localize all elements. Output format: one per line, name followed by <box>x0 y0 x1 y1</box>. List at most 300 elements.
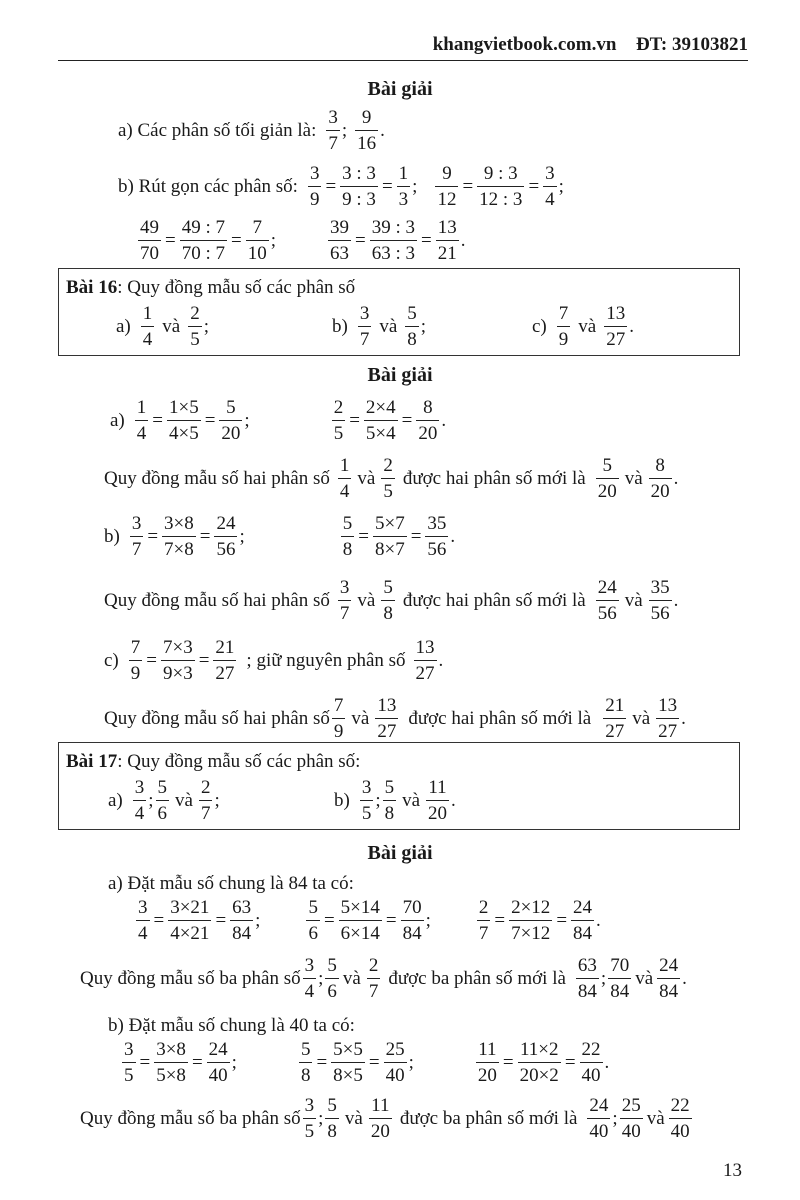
math-text: ; <box>425 910 431 931</box>
numerator: 11 <box>428 777 447 798</box>
math-text: = <box>564 1052 576 1073</box>
numerator: 7 <box>558 303 569 324</box>
numerator: 5 <box>157 777 168 798</box>
denominator: 5 <box>332 420 346 443</box>
fraction <box>381 456 395 501</box>
numerator: 13 <box>437 217 457 238</box>
math-text: b) <box>332 316 348 337</box>
numerator: 5 <box>602 455 612 476</box>
denominator: 7 <box>338 600 352 623</box>
s17b-sentence <box>80 1096 694 1141</box>
math-text: = <box>323 910 335 931</box>
denominator: 7×12 <box>509 920 552 943</box>
math-text: và <box>379 316 398 337</box>
denominator: 70 : 7 <box>180 240 227 263</box>
denominator: 27 <box>213 660 236 683</box>
solution-heading-2: Bài giải <box>367 364 433 386</box>
math-text: ; <box>558 176 564 197</box>
math-text: Quy đồng mẫu số ba phân số <box>80 968 301 989</box>
numerator: 24 <box>659 955 679 976</box>
fraction <box>199 778 213 823</box>
denominator: 27 <box>375 718 398 741</box>
denominator: 6 <box>306 920 320 943</box>
fraction <box>180 218 227 263</box>
fraction <box>219 398 242 443</box>
denominator: 27 <box>604 326 627 349</box>
denominator: 7 <box>477 920 491 943</box>
numerator: 1×5 <box>168 397 199 418</box>
fraction <box>370 218 417 263</box>
s17b-eq <box>120 1040 609 1085</box>
b15b-line <box>118 164 564 209</box>
solution-heading-1: Bài giải <box>367 78 433 100</box>
math-text: = <box>358 526 369 547</box>
fraction <box>649 456 672 501</box>
fraction <box>308 164 322 209</box>
denominator: 56 <box>596 600 619 623</box>
math-text: = <box>385 910 397 931</box>
numerator: 3 <box>328 107 338 128</box>
numerator: 24 <box>589 1095 609 1116</box>
s16a-eq <box>110 398 446 443</box>
numerator: 3 <box>134 777 145 798</box>
denominator: 7 <box>130 536 144 559</box>
numerator: 9 <box>442 163 452 184</box>
denominator: 56 <box>214 536 237 559</box>
page-header <box>433 34 748 56</box>
math-text: . <box>629 316 634 337</box>
math-text: ; <box>375 790 381 811</box>
denominator: 27 <box>414 660 437 683</box>
fraction <box>416 398 439 443</box>
denominator: 20 <box>649 478 672 501</box>
denominator: 56 <box>425 536 448 559</box>
numerator: 24 <box>216 513 236 534</box>
fraction <box>325 956 339 1001</box>
numerator: 7 <box>252 217 262 238</box>
numerator: 22 <box>581 1039 601 1060</box>
math-text: . <box>450 526 456 547</box>
numerator: 5×7 <box>374 513 405 534</box>
numerator: 1 <box>142 303 153 324</box>
denominator: 8 <box>383 800 397 823</box>
denominator: 7 <box>367 978 381 1001</box>
fraction <box>338 456 352 501</box>
denominator: 6 <box>156 800 170 823</box>
denominator: 9 <box>308 186 322 209</box>
math-text: = <box>368 1052 380 1073</box>
math-text: = <box>199 526 211 547</box>
numerator: 24 <box>208 1039 228 1060</box>
math-text: được ba phân số mới là <box>399 1108 578 1129</box>
numerator: 21 <box>215 637 235 658</box>
numerator: 8 <box>423 397 433 418</box>
numerator: 11 <box>478 1039 497 1060</box>
fraction <box>213 638 236 683</box>
fraction <box>576 956 599 1001</box>
s16a-sentence <box>104 456 678 501</box>
fraction <box>306 898 320 943</box>
numerator: 2 <box>190 303 200 324</box>
fraction <box>129 638 143 683</box>
math-text: được hai phân số mới là <box>402 468 586 489</box>
fraction <box>649 578 672 623</box>
denominator: 10 <box>246 240 269 263</box>
numerator: 2 <box>333 397 344 418</box>
fraction <box>360 778 374 823</box>
math-text: và <box>342 968 361 989</box>
math-text: và <box>624 468 643 489</box>
denominator: 40 <box>384 1062 407 1085</box>
denominator: 4 <box>135 420 149 443</box>
numerator: 2×12 <box>511 897 551 918</box>
fraction <box>364 398 398 443</box>
s17a-label: a) Đặt mẫu số chung là 84 ta có: <box>108 873 354 894</box>
math-text: = <box>231 230 242 251</box>
numerator: 13 <box>415 637 435 658</box>
math-text: . <box>460 230 466 251</box>
numerator: 7 <box>333 695 344 716</box>
numerator: 63 <box>577 955 597 976</box>
fraction <box>133 778 147 823</box>
math-text: Bài 17 <box>66 751 118 772</box>
fraction <box>384 1040 407 1085</box>
numerator: 5 <box>327 955 337 976</box>
numerator: 39 : 3 <box>371 217 415 238</box>
fraction <box>414 638 437 683</box>
math-text: . <box>596 910 601 931</box>
fraction <box>596 578 619 623</box>
denominator: 70 <box>138 240 161 263</box>
math-text: ; <box>244 410 250 431</box>
math-text: a) <box>110 410 125 431</box>
numerator: 9 <box>361 107 372 128</box>
denominator: 5 <box>360 800 374 823</box>
math-text: = <box>147 526 159 547</box>
numerator: 22 <box>670 1095 690 1116</box>
math-text: ; <box>239 526 245 547</box>
fraction <box>425 514 448 559</box>
bai16-title <box>66 278 355 297</box>
denominator: 7 <box>326 130 340 153</box>
s17b-label: b) Đặt mẫu số chung là 40 ta có: <box>108 1015 355 1036</box>
denominator: 84 <box>230 920 253 943</box>
fraction <box>580 1040 603 1085</box>
math-text: ; <box>612 1108 618 1129</box>
math-text: . <box>441 410 447 431</box>
fraction <box>138 218 161 263</box>
fraction <box>571 898 594 943</box>
math-text: ; giữ nguyên phân số <box>246 650 406 671</box>
bai16-b <box>332 304 426 349</box>
header-rule <box>58 60 748 61</box>
math-text: = <box>153 910 165 931</box>
numerator: 9 : 3 <box>483 163 518 184</box>
math-text: và <box>646 1108 665 1129</box>
fraction <box>141 304 155 349</box>
math-text: ; <box>255 910 261 931</box>
fraction <box>167 398 201 443</box>
math-text: a) <box>108 790 123 811</box>
page-number: 13 <box>723 1160 742 1181</box>
denominator: 84 <box>571 920 594 943</box>
denominator: 5 <box>122 1062 136 1085</box>
numerator: 21 <box>605 695 625 716</box>
denominator: 6 <box>325 978 339 1001</box>
fraction <box>214 514 237 559</box>
denominator: 84 <box>576 978 599 1001</box>
math-text: và <box>632 708 651 729</box>
denominator: 12 <box>435 186 458 209</box>
math-text: và <box>402 790 421 811</box>
denominator: 27 <box>656 718 679 741</box>
numerator: 5 <box>383 577 393 598</box>
fraction <box>373 514 407 559</box>
fraction <box>518 1040 561 1085</box>
denominator: 20 <box>426 800 449 823</box>
numerator: 49 : 7 <box>181 217 225 238</box>
bai16-c <box>532 304 634 349</box>
math-text: = <box>556 910 568 931</box>
numerator: 3 <box>138 897 148 918</box>
denominator: 5 <box>381 478 395 501</box>
math-text: = <box>494 910 506 931</box>
fraction <box>509 898 552 943</box>
math-text: = <box>139 1052 151 1073</box>
fraction <box>436 218 459 263</box>
numerator: 25 <box>621 1095 641 1116</box>
numerator: 49 <box>140 217 159 238</box>
denominator: 21 <box>436 240 459 263</box>
numerator: 5 <box>308 897 318 918</box>
fraction <box>207 1040 230 1085</box>
math-text: : Quy đồng mẫu số các phân số <box>117 277 356 298</box>
math-text: ; <box>231 1052 237 1073</box>
math-text: và <box>175 790 193 811</box>
numerator: 2×4 <box>365 397 396 418</box>
math-text: = <box>165 230 176 251</box>
fraction <box>604 304 627 349</box>
numerator: 3 <box>545 163 555 184</box>
s16c-sentence <box>104 696 686 741</box>
numerator: 3×21 <box>170 897 210 918</box>
numerator: 5×14 <box>340 897 380 918</box>
denominator: 9 : 3 <box>340 186 378 209</box>
math-text: = <box>152 410 163 431</box>
denominator: 7 <box>199 800 213 823</box>
numerator: 2 <box>383 455 393 476</box>
denominator: 8 <box>405 326 419 349</box>
numerator: 35 <box>650 577 670 598</box>
math-text: = <box>401 410 413 431</box>
solution-heading-3: Bài giải <box>367 842 433 864</box>
math-text: b) <box>104 526 120 547</box>
math-text: . <box>681 708 686 729</box>
math-text: Quy đồng mẫu số ba phân số <box>80 1108 301 1129</box>
denominator: 40 <box>207 1062 230 1085</box>
fraction <box>168 898 211 943</box>
numerator: 24 <box>573 897 593 918</box>
numerator: 3 : 3 <box>342 163 376 184</box>
denominator: 20 <box>596 478 619 501</box>
math-text: = <box>462 176 474 197</box>
denominator: 84 <box>401 920 424 943</box>
math-text: b) <box>334 790 350 811</box>
denominator: 16 <box>355 130 378 153</box>
fraction <box>426 778 449 823</box>
numerator: 1 <box>398 163 409 184</box>
numerator: 13 <box>606 303 626 324</box>
denominator: 8 <box>325 1118 339 1141</box>
fraction <box>587 1096 610 1141</box>
math-text: ; <box>408 1052 414 1073</box>
math-text: = <box>528 176 540 197</box>
math-text: và <box>635 968 654 989</box>
numerator: 7 <box>130 637 141 658</box>
denominator: 8 <box>299 1062 313 1085</box>
fraction <box>369 1096 392 1141</box>
math-text: c) <box>104 650 119 671</box>
denominator: 5×4 <box>364 420 398 443</box>
numerator: 3 <box>304 1095 315 1116</box>
bai17-title <box>66 752 360 771</box>
s16b-eq <box>104 514 455 559</box>
fraction <box>188 304 202 349</box>
fraction <box>154 1040 188 1085</box>
denominator: 12 : 3 <box>477 186 524 209</box>
fraction <box>136 898 150 943</box>
fraction <box>405 304 419 349</box>
fraction <box>375 696 398 741</box>
fraction <box>596 456 619 501</box>
s16b-sentence <box>104 578 678 623</box>
fraction <box>303 1096 317 1141</box>
fraction <box>339 898 382 943</box>
math-text: a) Các phân số tối giản là: <box>118 120 317 141</box>
math-text: c) <box>532 316 547 337</box>
fraction <box>303 956 317 1001</box>
math-text: a) <box>116 316 131 337</box>
denominator: 4×5 <box>167 420 201 443</box>
numerator: 39 <box>330 217 349 238</box>
math-text: Quy đồng mẫu số hai phân số <box>104 708 330 729</box>
numerator: 5×5 <box>333 1039 363 1060</box>
fraction <box>603 696 626 741</box>
numerator: 13 <box>377 695 397 716</box>
math-text: = <box>349 410 360 431</box>
fraction <box>331 1040 365 1085</box>
bai17-b <box>334 778 456 823</box>
denominator: 4×21 <box>168 920 211 943</box>
math-text: b) Rút gọn các phân số: <box>118 176 298 197</box>
numerator: 11 <box>371 1095 390 1116</box>
math-text: ; <box>412 176 418 197</box>
numerator: 3 <box>361 777 372 798</box>
fraction <box>358 304 372 349</box>
math-text: ; <box>318 968 324 989</box>
math-text: ; <box>270 230 276 251</box>
s17a-eq <box>134 898 601 943</box>
math-text: = <box>355 230 366 251</box>
fraction <box>656 696 679 741</box>
math-text: và <box>351 708 370 729</box>
denominator: 40 <box>587 1118 610 1141</box>
fraction <box>332 398 346 443</box>
fraction <box>435 164 458 209</box>
s16c-eq <box>104 638 443 683</box>
math-text: = <box>381 176 393 197</box>
fraction <box>397 164 411 209</box>
fraction <box>340 164 378 209</box>
numerator: 24 <box>597 577 617 598</box>
math-text: = <box>191 1052 203 1073</box>
math-text: và <box>578 316 597 337</box>
denominator: 4 <box>141 326 155 349</box>
math-text: ; <box>600 968 607 989</box>
numerator: 70 <box>402 897 422 918</box>
numerator: 3×8 <box>164 513 194 534</box>
denominator: 8 <box>381 600 395 623</box>
fraction <box>332 696 346 741</box>
denominator: 9 <box>557 326 571 349</box>
math-text: . <box>682 968 687 989</box>
numerator: 25 <box>385 1039 405 1060</box>
fraction <box>477 898 491 943</box>
fraction <box>669 1096 692 1141</box>
denominator: 27 <box>603 718 626 741</box>
math-text: = <box>316 1052 328 1073</box>
numerator: 3 <box>124 1039 134 1060</box>
b15a-line <box>118 108 385 153</box>
numerator: 8 <box>655 455 665 476</box>
math-text: và <box>344 1108 363 1129</box>
fraction <box>122 1040 136 1085</box>
numerator: 35 <box>427 513 447 534</box>
denominator: 5 <box>303 1118 317 1141</box>
denominator: 8 <box>341 536 355 559</box>
numerator: 3 <box>304 955 315 976</box>
s17a-sentence <box>80 956 687 1001</box>
denominator: 84 <box>608 978 631 1001</box>
fraction <box>328 218 351 263</box>
fraction <box>620 1096 643 1141</box>
denominator: 63 <box>328 240 351 263</box>
denominator: 9 <box>332 718 346 741</box>
bai17-a <box>108 778 220 823</box>
fraction <box>367 956 381 1001</box>
numerator: 5 <box>226 397 236 418</box>
math-text: ; <box>420 316 427 337</box>
numerator: 2 <box>478 897 489 918</box>
fraction <box>162 514 196 559</box>
math-text: ; <box>214 790 220 811</box>
fraction <box>543 164 557 209</box>
fraction <box>338 578 352 623</box>
numerator: 5 <box>407 303 417 324</box>
math-text: được ba phân số mới là <box>388 968 566 989</box>
math-text: . <box>673 468 679 489</box>
denominator: 40 <box>620 1118 643 1141</box>
fraction <box>161 638 195 683</box>
math-text: . <box>380 120 385 141</box>
math-text: . <box>604 1052 610 1073</box>
numerator: 5 <box>327 1095 337 1116</box>
denominator: 8×5 <box>331 1062 365 1085</box>
denominator: 5×8 <box>154 1062 188 1085</box>
numerator: 5 <box>384 777 395 798</box>
math-text: = <box>325 176 337 197</box>
math-text: . <box>438 650 444 671</box>
